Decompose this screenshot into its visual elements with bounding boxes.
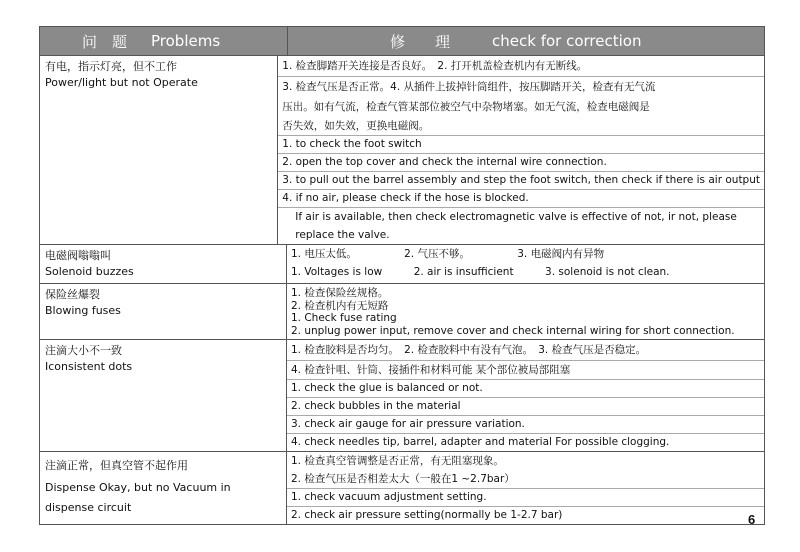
problem-cn: 保险丝爆裂 bbox=[45, 288, 100, 301]
correction-line: 1. to check the foot switch bbox=[278, 136, 764, 154]
correction-line: 否失效，如失效，更换电磁阀。 bbox=[278, 117, 764, 136]
problem-en: Blowing fuses bbox=[45, 304, 121, 317]
correction-cell bbox=[287, 245, 764, 283]
page-number: 6 bbox=[748, 512, 756, 527]
correction-line: 压出。如有气流，检查气管某部位被空气中杂物堵塞。如无气流，检查电磁阀是 bbox=[282, 101, 650, 113]
correction-line: 4. check needles tip, barrel, adapter and material For possible clogging. bbox=[291, 436, 670, 448]
problem-en: Solenoid buzzes bbox=[45, 265, 134, 278]
correction-line: 2. 检查机内有无短路 bbox=[291, 299, 389, 312]
table-row bbox=[40, 245, 764, 284]
correction-line: 3. to pull out the barrel assembly and step the foot switch, then check if there is air output bbox=[278, 172, 764, 190]
problem-en: Dispense Okay, but no Vacuum in dispense circuit bbox=[45, 481, 231, 514]
correction-line: 2. 检查气压是否相差太大（一般在1 ~2.7bar） bbox=[287, 471, 764, 489]
problem-en: Power/light but not Operate bbox=[45, 76, 198, 89]
problem-cell bbox=[40, 245, 287, 283]
correction-line: 4. 检查针咀、针筒、接插件和材料可能 某个部位被局部阻塞 bbox=[287, 361, 764, 380]
problem-en: Iconsistent dots bbox=[45, 360, 133, 373]
correction-line: 1. Voltages is low 2. air is insufficient 3. solenoid is not clean. bbox=[291, 266, 670, 278]
correction-line: 2. unplug power input, remove cover and check internal wiring for short connection. bbox=[291, 324, 735, 337]
correction-cell bbox=[287, 452, 764, 524]
header-check-cn: 修 理 bbox=[390, 32, 451, 51]
header-check-en: check for correction bbox=[492, 32, 642, 50]
correction-line: 4. if no air, please check if the hose is blocked. bbox=[278, 190, 764, 208]
problem-cn: 注滴正常，但真空管不起作用 bbox=[45, 459, 188, 472]
correction-line: 1. 检查真空管调整是否正常，有无阻塞现象。 bbox=[291, 455, 504, 467]
header-problems-cn: 问 题 bbox=[82, 32, 128, 51]
table-row bbox=[40, 56, 764, 245]
correction-cell bbox=[287, 340, 764, 451]
correction-line: 1. 检查脚踏开关连接是否良好。 2. 打开机盖检查机内有无断线。 bbox=[278, 56, 764, 77]
correction-line: 1. 检查胶料是否均匀。 2. 检查胶料中有没有气泡。 3. 检查气压是否稳定。 bbox=[287, 340, 764, 361]
correction-line: 3. 检查气压是否正常。4. 从插件上拔掉针筒组件，按压脚踏开关，检查有无气流 bbox=[282, 81, 656, 93]
correction-cell bbox=[287, 284, 764, 339]
correction-line: If air is available, then check electromagnetic valve is effective of not, ir not, please bbox=[295, 211, 737, 223]
table-header bbox=[40, 27, 764, 56]
correction-line: 1. check the glue is balanced or not. bbox=[287, 380, 764, 398]
header-check bbox=[288, 27, 764, 55]
problem-cn: 有电，指示灯亮，但不工作 bbox=[45, 60, 177, 73]
correction-line: 1. 检查保险丝规格。 bbox=[291, 287, 389, 299]
problem-cell bbox=[40, 452, 287, 524]
correction-line: 1. 电压太低。 2. 气压不够。 3. 电磁阀内有异物 bbox=[291, 248, 605, 260]
problem-cell bbox=[40, 284, 287, 339]
correction-line: 2. check bubbles in the material bbox=[287, 398, 764, 416]
correction-line: 3. check air gauge for air pressure variation. bbox=[287, 416, 764, 434]
problem-cell bbox=[40, 56, 278, 244]
troubleshooting-table bbox=[39, 26, 765, 525]
problem-cn: 电磁阀嗡嗡叫 bbox=[45, 249, 111, 262]
table-row bbox=[40, 452, 764, 525]
correction-line: 1. check vacuum adjustment setting. bbox=[287, 489, 764, 507]
correction-line: replace the valve. bbox=[295, 229, 390, 241]
problem-cell bbox=[40, 340, 287, 451]
correction-line: 1. Check fuse rating bbox=[291, 312, 397, 324]
header-problems-en: Problems bbox=[151, 32, 221, 50]
correction-line: 2. check air pressure setting(normally be 1-2.7 bar) bbox=[291, 509, 563, 521]
table-row bbox=[40, 340, 764, 452]
table-row bbox=[40, 284, 764, 340]
correction-cell bbox=[278, 56, 764, 244]
problem-cn: 注滴大小不一致 bbox=[45, 344, 122, 357]
header-problems bbox=[40, 27, 288, 55]
correction-line: 2. open the top cover and check the internal wire connection. bbox=[278, 154, 764, 172]
